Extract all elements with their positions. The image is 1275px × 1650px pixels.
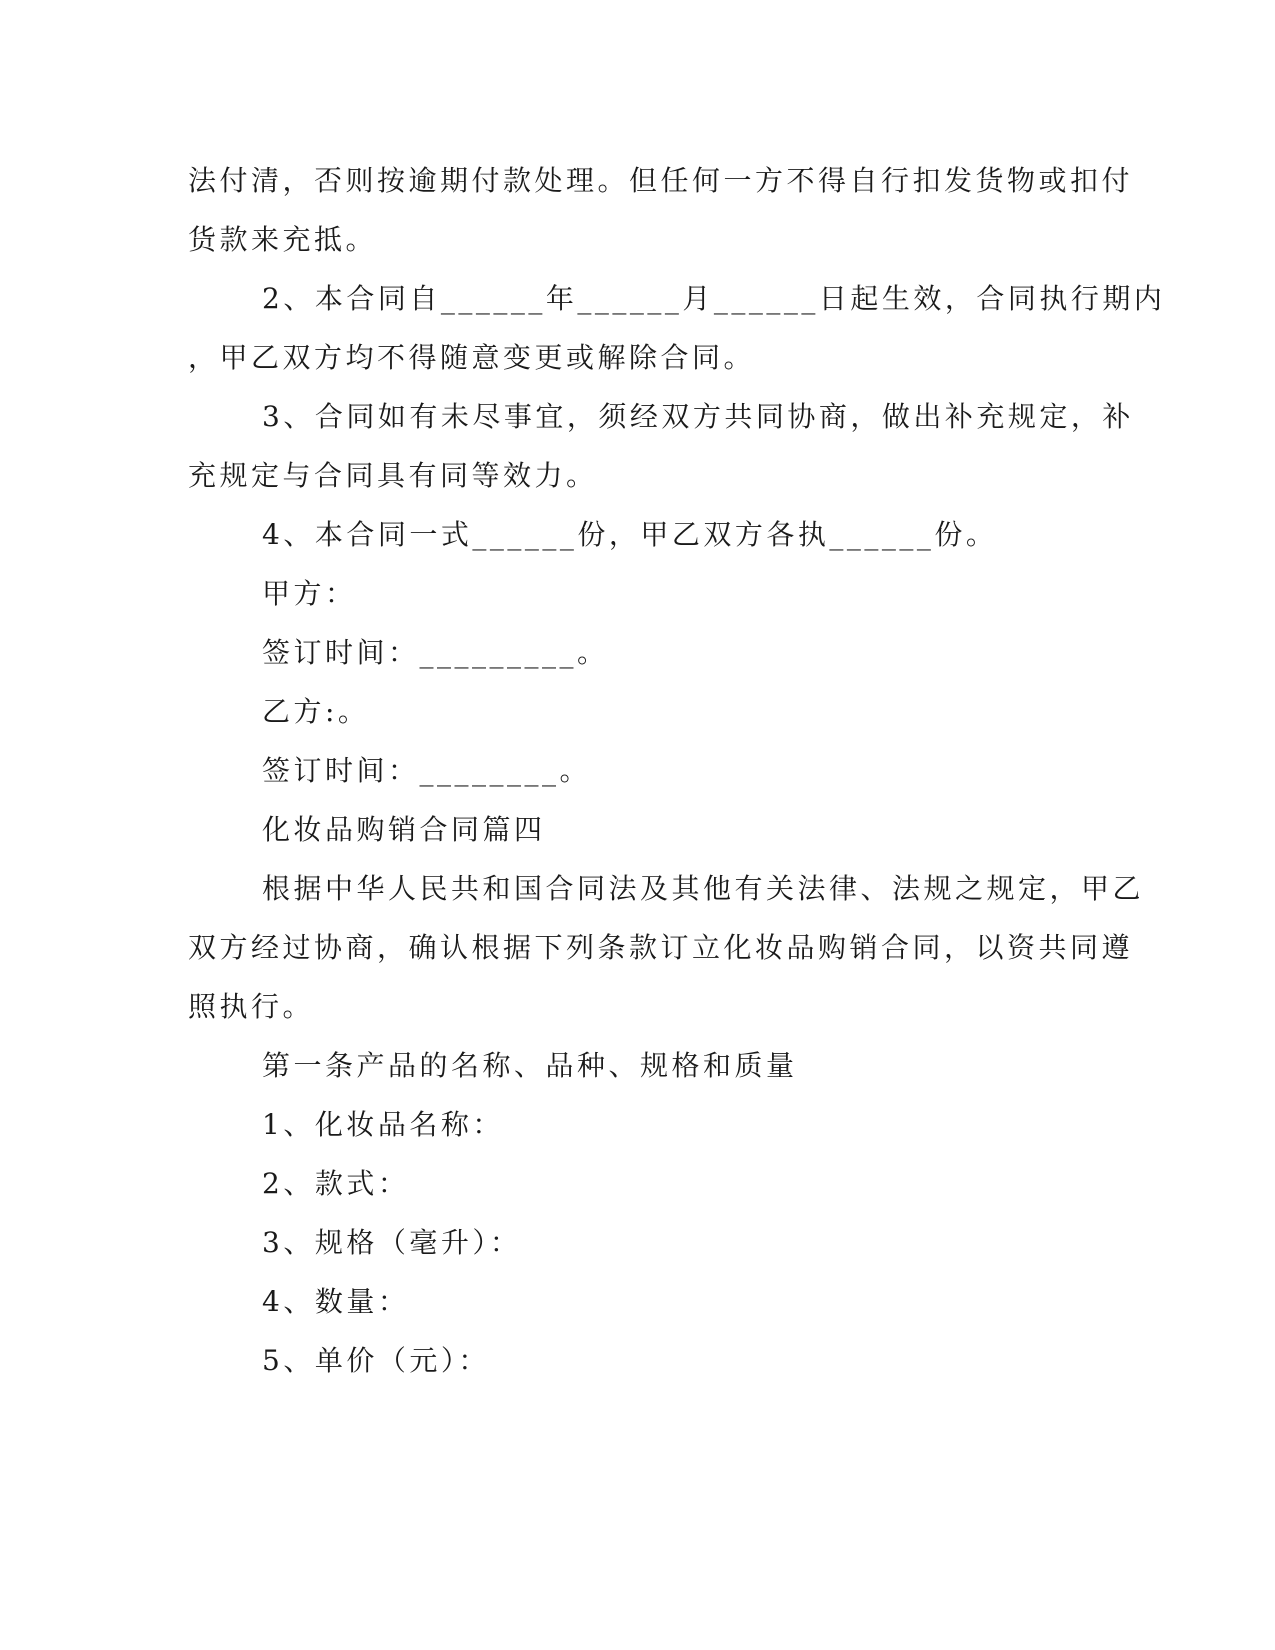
clause-3-line: 3、合同如有未尽事宜，须经双方共同协商，做出补充规定，补 xyxy=(262,400,1134,433)
item-1-line: 1、化妆品名称： xyxy=(262,1108,504,1141)
item-5-line: 5、单价（元）： xyxy=(262,1344,490,1377)
section-title: 化妆品购销合同篇四 xyxy=(262,813,546,846)
paragraph-line: 货款来充抵。 xyxy=(188,223,378,256)
article-1-heading: 第一条产品的名称、品种、规格和质量 xyxy=(262,1049,798,1082)
party-a-label: 甲方： xyxy=(262,577,357,610)
paragraph-line: ，甲乙双方均不得随意变更或解除合同。 xyxy=(188,341,756,374)
paragraph-line: 照执行。 xyxy=(188,990,315,1023)
item-2-line: 2、款式： xyxy=(262,1167,410,1200)
party-b-sign-date: 签订时间：________。 xyxy=(262,754,592,787)
party-b-label: 乙方:。 xyxy=(262,695,370,728)
clause-2-line: 2、本合同自______年______月______日起生效，合同执行期内 xyxy=(262,282,1166,315)
paragraph-line: 法付清，否则按逾期付款处理。但任何一方不得自行扣发货物或扣付 xyxy=(188,164,1134,197)
paragraph-line: 充规定与合同具有同等效力。 xyxy=(188,459,598,492)
party-a-sign-date: 签订时间：_________。 xyxy=(262,636,609,669)
intro-line: 根据中华人民共和国合同法及其他有关法律、法规之规定，甲乙 xyxy=(262,872,1145,905)
item-4-line: 4、数量： xyxy=(262,1285,410,1318)
paragraph-line: 双方经过协商，确认根据下列条款订立化妆品购销合同，以资共同遵 xyxy=(188,931,1134,964)
clause-4-line: 4、本合同一式______份，甲乙双方各执______份。 xyxy=(262,518,998,551)
item-3-line: 3、规格（毫升）： xyxy=(262,1226,522,1259)
